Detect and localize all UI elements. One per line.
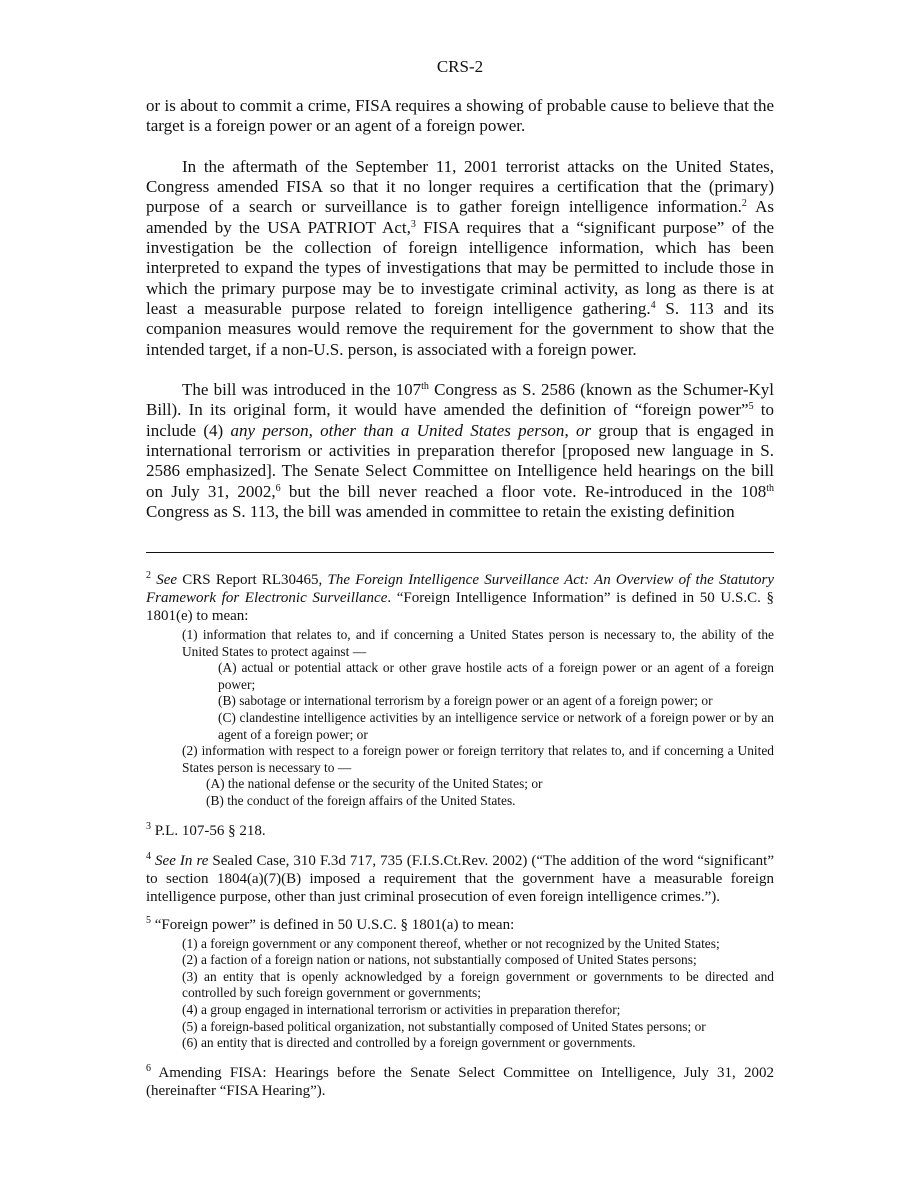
footnote-ref-2[interactable]: 2	[741, 198, 747, 210]
footnote-ref-4[interactable]: 4	[650, 299, 656, 311]
paragraph-3-text-b: Congress as S. 2586 (known as the Schumer-Kyl Bill). In its original form, it would have amended the definition of “foreign power”	[146, 380, 774, 420]
quote-subitem: (A) the national defense or the security of the United States; or	[206, 776, 543, 792]
paragraph-3-text-d: ,	[564, 420, 576, 440]
quote-item: (1) a foreign government or any component thereof, whether or not recognized by the United States;	[182, 935, 720, 951]
footnote-5-intro: “Foreign power” is defined in 50 U.S.C. § 1801(a) to mean:	[151, 916, 515, 933]
quote-item: (2) a faction of a foreign nation or nations, not substantially composed of United States persons;	[182, 952, 697, 968]
ordinal-suffix: th	[421, 381, 429, 393]
footnote-6-text: Amending FISA: Hearings before the Senate Select Committee on Intelligence, July 31, 2002 (hereinafter “FISA Hearing”).	[146, 1064, 774, 1099]
quote-subitem: (B) the conduct of the foreign affairs of the United States.	[206, 792, 516, 808]
footnote-6	[146, 1064, 774, 1100]
footnote-number: 2	[146, 570, 151, 581]
footnote-2-text-a: CRS Report RL30465,	[177, 572, 328, 588]
paragraph-1: or is about to commit a crime, FISA requires a showing of probable cause to believe that the target is a foreign power or an agent of a foreign power.	[146, 96, 774, 136]
citation-signal: See	[156, 572, 178, 588]
footnote-number: 6	[146, 1062, 151, 1074]
footnote-2-text	[146, 571, 774, 625]
paragraph-2-text-a: In the aftermath of the September 11, 2001 terrorist attacks on the United States, Congress amended FISA so that it no longer requires a certification that the (primary) purpose of a search or surveillance is to gather foreign intelligence information.	[146, 156, 774, 217]
report-title: The Foreign Intelligence Surveillance Act: An Overview of the Statutory Framework for Electronic Surveillance	[146, 572, 775, 606]
emphasized-text: any person, other than a United States person	[230, 420, 565, 440]
footnote-ref-6[interactable]: 6	[275, 482, 281, 494]
quote-item: (5) a foreign-based political organization, not substantially composed of United States persons; or	[182, 1018, 706, 1034]
statute-quote	[146, 627, 774, 810]
quote-item: (2) information with respect to a foreign power or foreign territory that relates to, and if concerning a United States person is necessary to —	[182, 743, 774, 775]
quote-subitem: (C) clandestine intelligence activities by an intelligence service or network of a foreign power or by an agent of a foreign power; or	[218, 709, 774, 742]
paragraph-2-text-c: FISA requires that a “significant purpose” of the investigation be the collection of foreign intelligence information, which has been interpreted to expand the types of investigations that may be permitted to include those in which the primary purpose may be to investigate criminal activity, as long as there is at least a measurable purpose related to foreign intelligence gathering.	[146, 217, 774, 318]
paragraph-2-text-b: As amended by the USA PATRIOT Act,	[146, 197, 774, 237]
footnote-4-text: Sealed Case, 310 F.3d 717, 735 (F.I.S.Ct.Rev. 2002) (“The addition of the word “significant” to section 1804(a)(7)(B) imposed a requirement that the government have a measurable foreign intelligence purpose, other than just criminal prosecution of even foreign intelligence crimes.”).	[146, 852, 775, 905]
body-text	[146, 96, 774, 522]
paragraph-3-text-a: The bill was introduced in the 107	[182, 380, 422, 400]
paragraph-2	[146, 157, 774, 360]
footnotes-section	[146, 571, 774, 1100]
quote-subitem: (B) sabotage or international terrorism by a foreign power or an agent of a foreign power; or	[218, 693, 713, 709]
footnote-ref-5[interactable]: 5	[748, 401, 754, 413]
quote-item: (3) an entity that is openly acknowledged by a foreign government or governments to be directed and controlled by such foreign government or governments;	[182, 968, 774, 1001]
footnote-number: 4	[146, 850, 151, 862]
paragraph-3	[146, 380, 774, 522]
footnote-number: 5	[146, 914, 151, 926]
quote-item: (6) an entity that is directed and controlled by a foreign government or governments.	[182, 1035, 636, 1051]
emphasized-text: or	[576, 420, 592, 440]
quote-item: (4) a group engaged in international terrorism or activities in preparation therefor;	[182, 1001, 621, 1017]
footnote-3-text: P.L. 107-56 § 218.	[151, 822, 266, 839]
ordinal-suffix: th	[766, 482, 774, 494]
footnote-4	[146, 852, 774, 906]
quote-subitem: (A) actual or potential attack or other grave hostile acts of a foreign power or an agent of a foreign power;	[218, 660, 774, 692]
footnote-5-text	[146, 916, 774, 934]
paragraph-3-text-f: but the bill never reached a floor vote. Re-introduced in the 108	[280, 481, 767, 501]
footnote-2-text-b: . “Foreign Intelligence Information” is defined in 50 U.S.C. § 1801(e) to mean:	[146, 590, 775, 624]
footnote-number: 3	[146, 820, 151, 832]
footnote-2	[146, 571, 774, 810]
paragraph-3-text-e: group that is engaged in international terrorism or activities in preparation therefor [proposed new language in S. 2586 emphasized]. The Senate Select Committee on Intelligence held hearings on the bill on July 31, 2002,	[146, 420, 774, 501]
statute-quote	[146, 936, 774, 1052]
paragraph-2-text-d: S. 113 and its companion measures would remove the requirement for the government to show that the intended target, if a non-U.S. person, is associated with a foreign power.	[146, 298, 774, 359]
paragraph-3-text-g: Congress as S. 113, the bill was amended in committee to retain the existing definition	[146, 501, 735, 521]
page-header: CRS-2	[436, 57, 484, 76]
footnote-5	[146, 916, 774, 1052]
footnote-divider	[146, 552, 774, 553]
footnote-ref-3[interactable]: 3	[410, 218, 416, 230]
citation-signal: See In re	[155, 852, 209, 869]
footnote-3	[146, 822, 774, 840]
paragraph-3-text-c: to include (4)	[146, 400, 774, 440]
quote-item: (1) information that relates to, and if concerning a United States person is necessary to, the ability of the United States to protect against —	[182, 627, 774, 659]
